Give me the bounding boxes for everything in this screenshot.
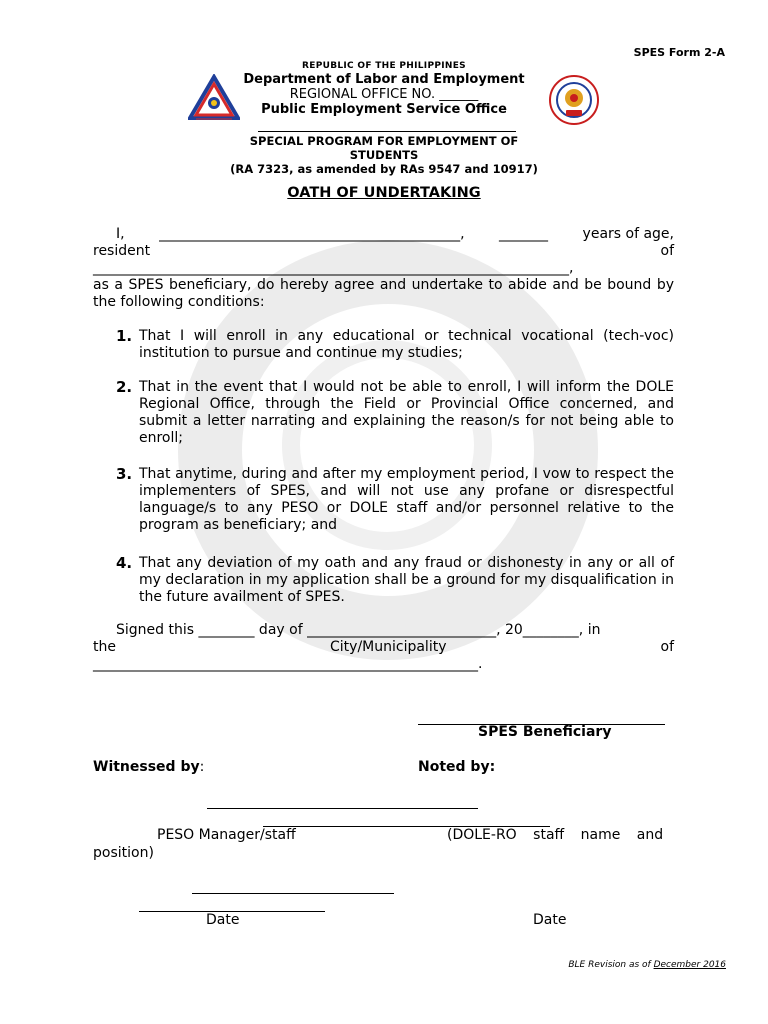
intro-line-2 [93,243,674,260]
condition-number: 1. [116,327,133,345]
condition-number: 3. [116,465,133,483]
dole-label-position: position) [93,845,154,861]
revision-prefix: BLE Revision as of [568,960,654,970]
header-program [0,134,768,176]
document-title: OATH OF UNDERTAKING [287,185,481,201]
signed-paragraph [93,622,674,673]
signed-line-2 [93,639,674,656]
city-municipality-text: City/Municipality [330,639,447,655]
resident-text: resident [93,243,151,259]
name-blank[interactable]: ___________________________________________, [159,226,465,242]
intro-line-1 [93,226,674,243]
program-line-2: STUDENTS [349,148,419,162]
condition-item-3 [116,466,674,534]
address-blank[interactable]: ____________________________________________________________________, [93,260,574,276]
condition-item-2 [116,379,674,447]
condition-number: 2. [116,378,133,396]
place-blank[interactable]: _______________________________________________________. [93,656,483,672]
age-text: years of age, [582,226,674,242]
header-republic: REPUBLIC OF THE PHILIPPINES [302,61,466,71]
dole-label [447,827,674,843]
age-blank[interactable]: _______ [499,226,549,242]
condition-item-4 [116,555,674,606]
revision-footer [568,960,726,970]
program-line-1: SPECIAL PROGRAM FOR EMPLOYMENT OF [249,134,519,148]
condition-item-1 [116,328,674,362]
witness-signature-line[interactable] [207,808,478,809]
noted-by-label: Noted by: [418,759,496,775]
dole-label-text: (DOLE-RO staff name and [447,827,664,843]
witnessed-by [93,759,204,775]
header-department: Department of Labor and Employment [243,72,525,87]
witnessed-label: Witnessed by [93,759,200,775]
program-ra-line: (RA 7323, as amended by RAs 9547 and 10917) [230,162,538,176]
peso-manager-label: PESO Manager/staff [157,827,296,843]
intro-pronoun: I, [116,226,125,242]
date-right-label: Date [533,912,567,928]
date-left-label: Date [206,912,240,928]
intro-statement: as a SPES beneficiary, do hereby agree and undertake to abide and be bound by the following conditions: [93,277,674,310]
of-text: of [660,243,674,259]
condition-text: That any deviation of my oath and any fraud or dishonesty in any or all of my declaration in my application shall be a ground for my disqualification in the future availment of SPES. [139,555,674,605]
revision-date: December 2016 [653,960,726,970]
header-divider [258,131,516,132]
form-number: SPES Form 2-A [633,46,725,59]
condition-number: 4. [116,554,133,572]
header-peso-office: Public Employment Service Office [261,102,507,117]
intro-paragraph [93,226,674,311]
beneficiary-label: SPES Beneficiary [478,724,612,740]
condition-text: That in the event that I would not be able to enroll, I will inform the DOLE Regional Office, through the Field or Provincial Office concerned, and submit a letter narrating and explaining the reason/s for not being able to enroll; [139,379,674,446]
witness-date-line[interactable] [192,893,394,894]
signed-date-line[interactable]: Signed this ________ day of ___________________________, 20________, in [116,622,601,638]
witnessed-colon: : [199,759,205,775]
condition-text: That I will enroll in any educational or technical vocational (tech-voc) institution to pursue and continue my studies; [139,328,674,361]
header-regional-office: REGIONAL OFFICE NO. ______ [289,87,479,102]
of-text: of [660,639,674,655]
condition-text: That anytime, during and after my employment period, I vow to respect the implementers of SPES, and will not use any profane or disrespectful language/s to any PESO or DOLE staff and/or personnel relative to the program as beneficiary; and [139,466,674,533]
the-text: the [93,639,116,655]
